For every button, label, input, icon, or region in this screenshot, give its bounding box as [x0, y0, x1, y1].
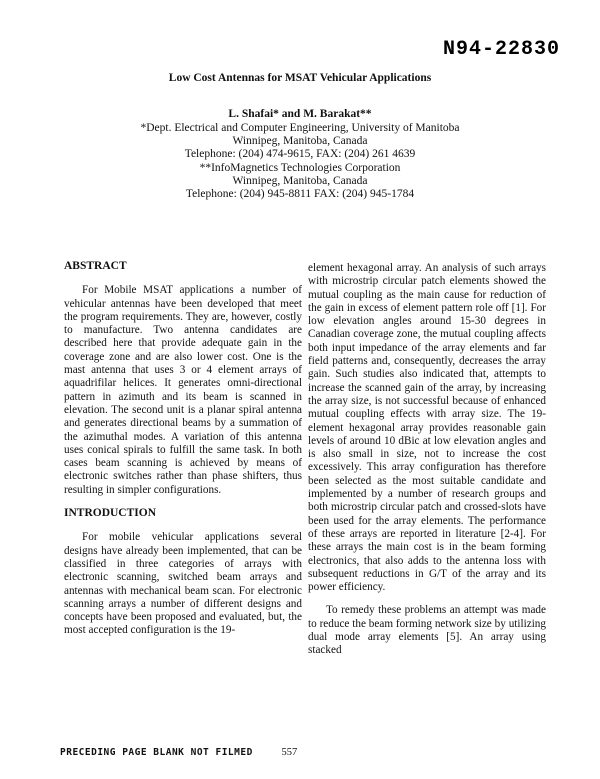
body-paragraph: element hexagonal array. An analysis of such arrays with microstrip circular patch elements showed the mutual coupling as the main cause for reduction of the gain in excess of element pattern role off [1]. For low elevation angles around 15-30 degrees in Canadian coverage zone, the mutual coupling affects both input impedance of the array elements and far field patterns and, consequently, decreases the array gain. Such studies also indicated that, attempts to increase the scanned gain of the array, by increasing the array size, is not successful because of enhanced mutual coupling effects with array size. The 19-element hexagonal array provides reasonable gain levels of around 10 dBic at low elevation angles and is also small in size, not to increase the cost excessively. This array configuration has therefore been selected as the most suitable candidate and implemented by a number of research groups and both microstrip circular patch and crossed-slots have been used for the array elements. The performance of these arrays are reported in literature [2-4]. For these arrays the main cost is in the beam forming electronics, that also adds to the antenna loss with subsequent reductions in G/T of the array and its power efficiency.	[308, 262, 546, 594]
author-line: L. Shafai* and M. Barakat**	[228, 108, 372, 120]
affiliation-line: **InfoMagnetics Technologies Corporation	[199, 161, 401, 174]
abstract-heading: ABSTRACT	[64, 260, 127, 272]
abstract-text: For Mobile MSAT applications a number of vehicular antennas have been developed that meet the program requirements. They are, however, costly to manufacture. Two antenna candidates are described here that provide adequate gain in the coverage zone and are also lower cost. One is the mast antenna that uses 3 or 4 element arrays of aquadrifilar helices. It generates omni-directional pattern in azimuth and its beam is scanned in elevation. The second unit is a planar spiral antenna and generates directional beams by a summation of the azimuthal modes. A variation of this antenna uses conical spirals to fulfill the same task. In both cases beam scanning is achieved by means of electronic switches rather than phase shifters, thus resulting in simpler configurations.	[64, 284, 302, 496]
document-number: N94-22830	[442, 38, 560, 61]
paper-title: Low Cost Antennas for MSAT Vehicular Applications	[168, 72, 432, 84]
affiliation-line: Winnipeg, Manitoba, Canada	[232, 135, 368, 148]
affiliation-line: Telephone: (204) 945-8811 FAX: (204) 945-1784	[185, 188, 415, 201]
affiliations-block	[0, 122, 600, 201]
introduction-heading: INTRODUCTION	[64, 507, 157, 520]
left-column	[64, 260, 302, 648]
page-footer	[60, 747, 297, 758]
affiliation-line: Winnipeg, Manitoba, Canada	[232, 174, 368, 187]
preceding-page-notice: PRECEDING PAGE BLANK NOT FILMED	[60, 747, 253, 758]
affiliation-line: Telephone: (204) 474-9615, FAX: (204) 261 4639	[184, 148, 416, 161]
page-number: 557	[281, 747, 298, 758]
body-paragraph: To remedy these problems an attempt was made to reduce the beam forming network size by utilizing dual mode array elements [5]. An array using stacked	[308, 604, 546, 657]
right-column	[308, 262, 546, 668]
affiliation-line: *Dept. Electrical and Computer Engineering, University of Manitoba	[140, 122, 460, 134]
introduction-text: For mobile vehicular applications several designs have already been implemented, that can be classified in three categories of arrays with electronic scanning, switched beam arrays and antennas with mechanical beam scan. For electronic scanning arrays a number of different designs and concepts have been proposed and evaluated, but, the most accepted configuration is the 19-	[64, 531, 302, 637]
